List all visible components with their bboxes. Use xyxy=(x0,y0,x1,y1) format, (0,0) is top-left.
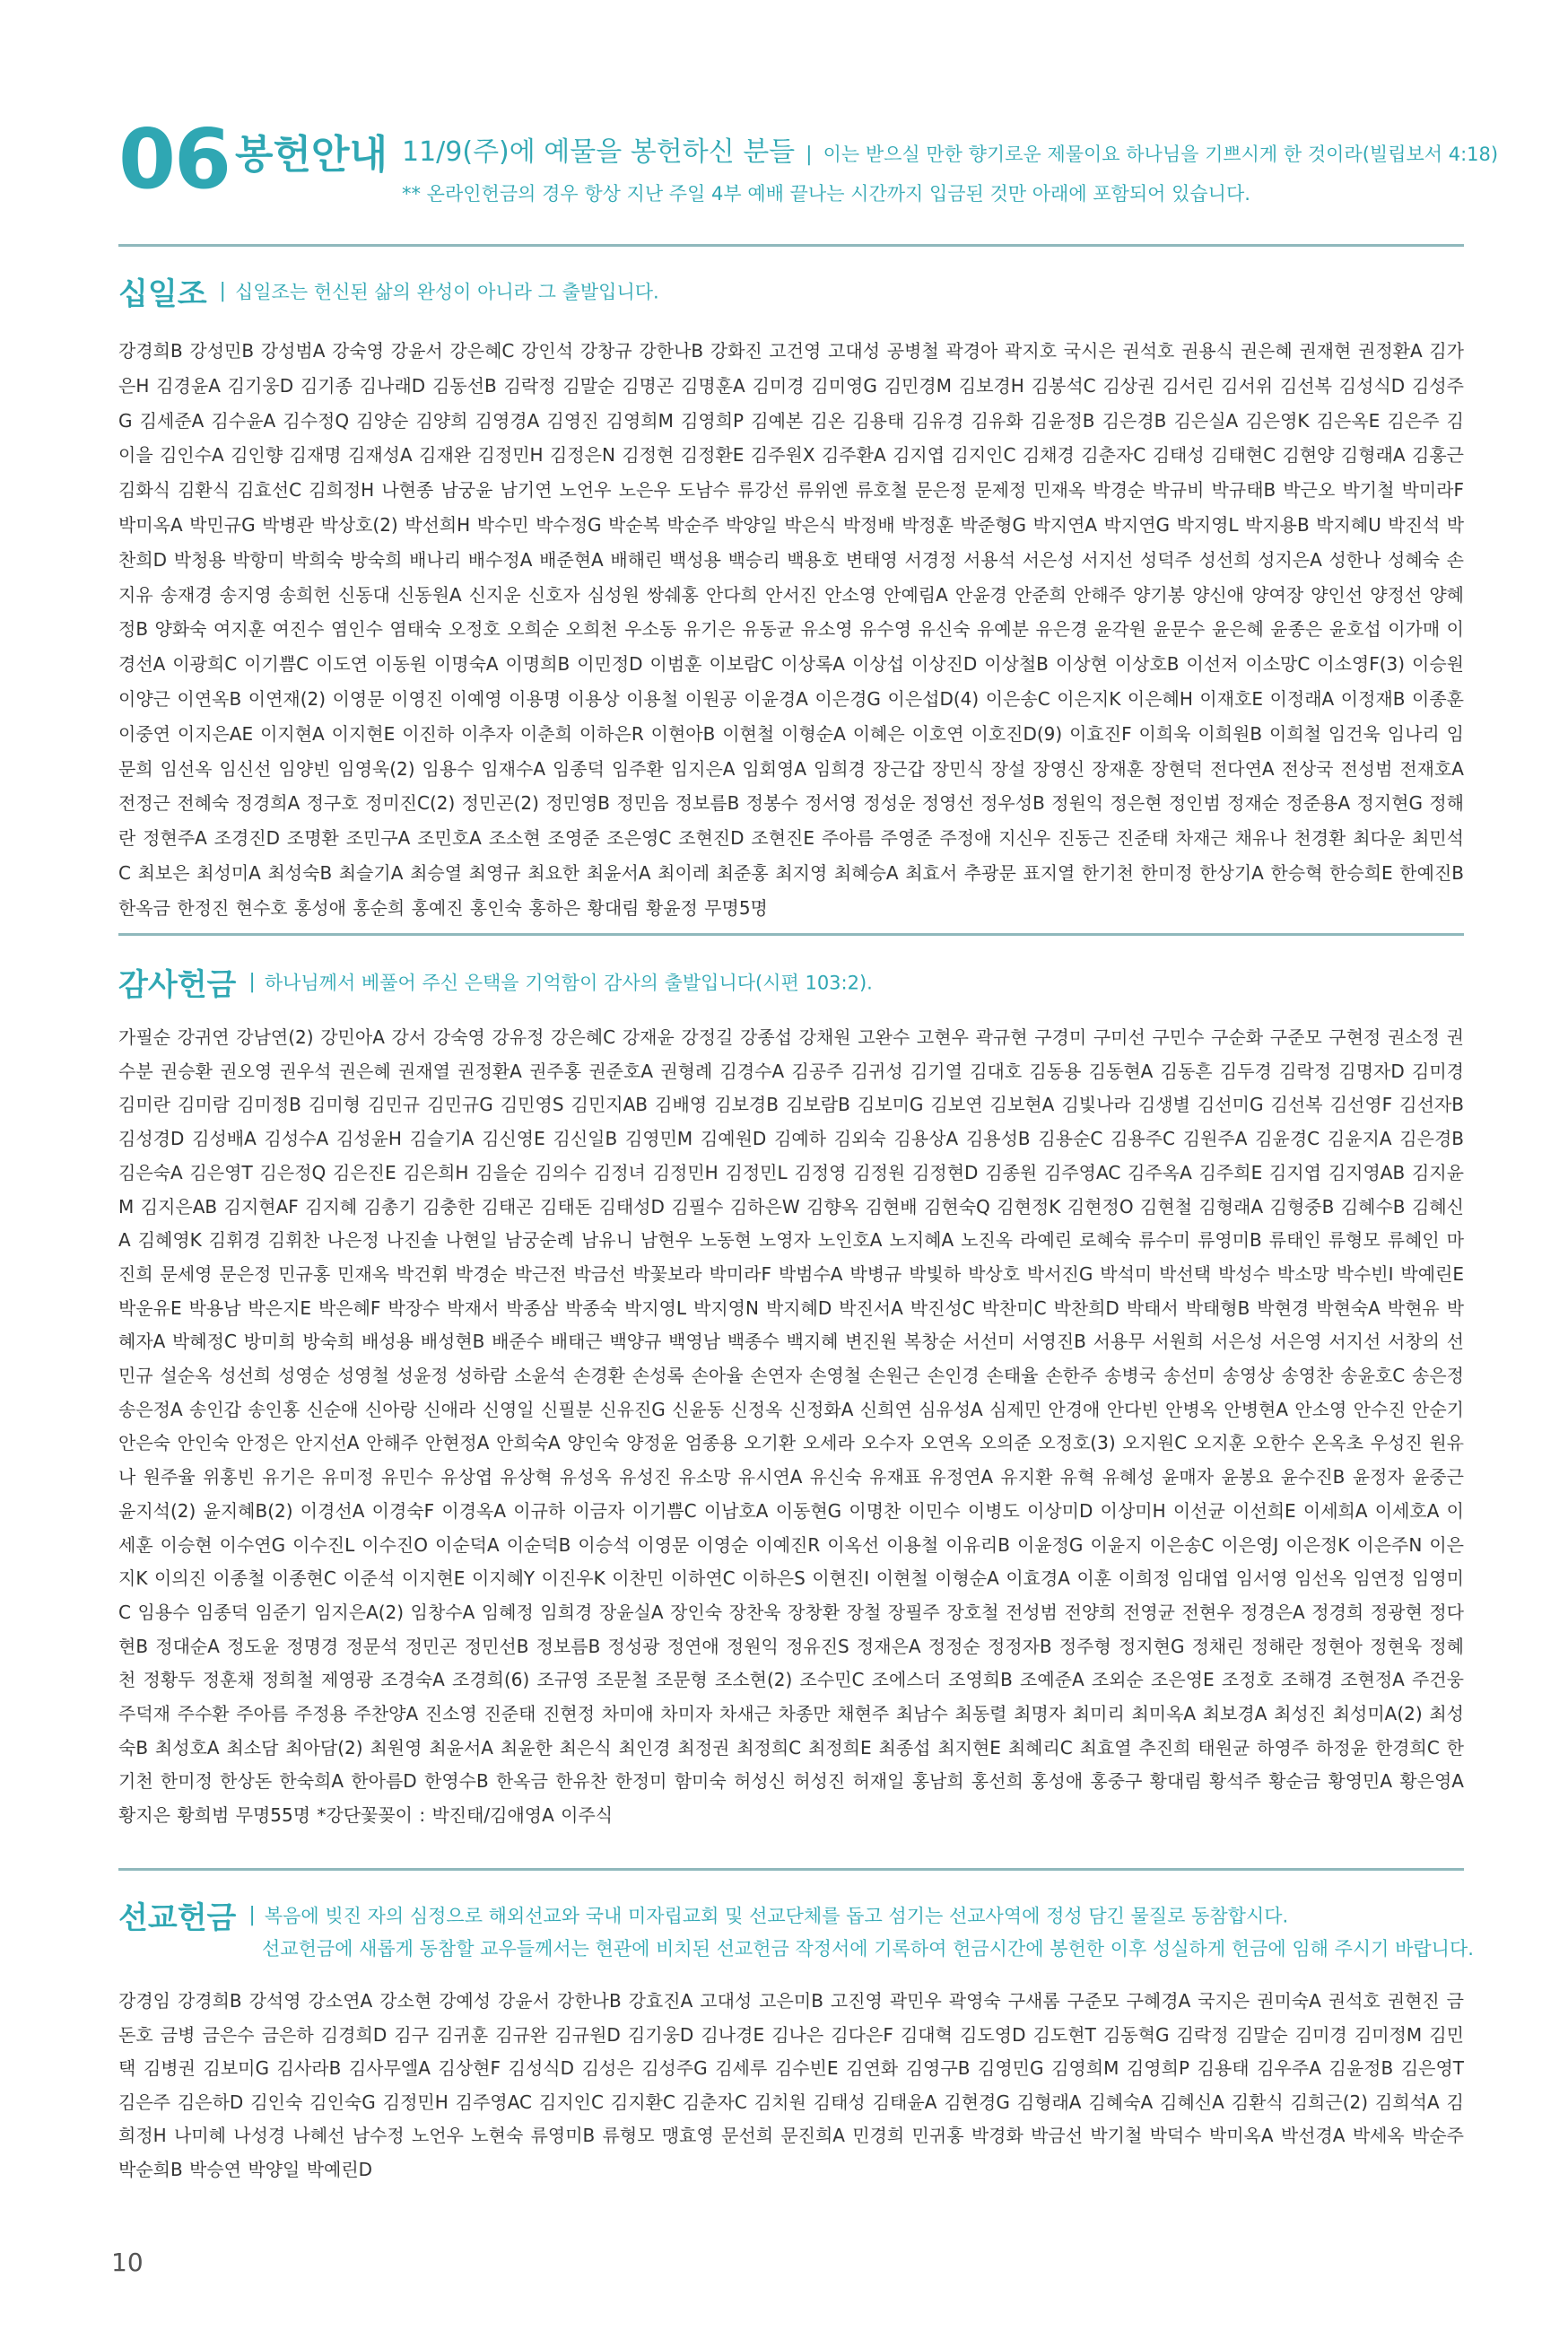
tithe-separator: | xyxy=(219,280,226,302)
page-header xyxy=(118,111,1499,214)
divider xyxy=(118,1868,1464,1871)
thanks-title: 감사헌금 xyxy=(118,967,237,1003)
tithe-heading xyxy=(118,269,1464,313)
tithe-title: 십일조 xyxy=(118,276,207,312)
header-title-line xyxy=(402,135,1498,173)
thanks-separator: | xyxy=(248,971,256,993)
tithe-subtitle: 십일조는 헌신된 삶의 완성이 아니라 그 출발입니다. xyxy=(234,281,659,303)
mission-separator: | xyxy=(248,1904,256,1926)
thanks-subtitle: 하나님께서 베풀어 주신 은택을 기억함이 감사의 출발입니다(시편 103:2). xyxy=(264,972,873,994)
header-separator: | xyxy=(806,144,813,166)
mission-heading xyxy=(118,1893,1474,1965)
thanks-heading xyxy=(118,960,1464,1004)
section-number: 06 xyxy=(118,111,231,207)
thanks-names: 가필순 강귀연 강남연(2) 강민아A 강서 강숙영 강유정 강은혜C 강재윤 강정길 강종섭 강채원 고완수 고현우 곽규현 구경미 구미선 구민수 구순화 구준모 구현정 권소정 권수분 권승환 권오영 권우석 권은혜 권재열 권정환A 권주홍 권준호A 권형례 김경수A 김공주 김귀성 김기열 김대호 김동용 김동현A 김동흔 김두경 김락정 김명자D 김미경 김미란 김미람 김미정B 김미형 김민규 김민규G 김민영S 김민지AB 김배영 김보경B 김보람B 김보미G 김보연 김보현A 김빛나라 김생별 김선미G 김선복 김선영F 김선자B 김성경D 김성배A 김성수A 김성윤H 김슬기A 김신영E 김신일B 김영민M 김예원D 김예하 김외숙 김용상A 김용성B 김용순C 김용주C 김원주A 김윤경C 김윤지A 김은경B 김은숙A 김은영T 김은정Q 김은진E 김은희H 김을순 김의수 김정녀 김정민H 김정민L 김정영 김정원 김정현D 김종원 김주영AC 김주옥A 김주희E 김지엽 김지영AB 김지윤M 김지은AB 김지현AF 김지혜 김총기 김충한 김태곤 김태돈 김태성D 김필수 김하은W 김향옥 김현배 김현숙Q 김현정K 김현정O 김현철 김형래A 김형중B 김혜수B 김혜신A 김혜영K 김휘경 김휘찬 나은정 나진솔 나현일 남궁순례 남유니 남현우 노동현 노영자 노인호A 노지혜A 노진옥 라예린 로혜숙 류수미 류영미B 류태인 류형모 류혜인 마진희 문세영 문은정 민규홍 민재옥 박건휘 박경순 박근전 박금선 박꽃보라 박미라F 박범수A 박병규 박빛하 박상호 박서진G 박석미 박선택 박성수 박소망 박수빈I 박예린E 박운유E 박용남 박은지E 박은혜F 박장수 박재서 박종삼 박종숙 박지영L 박지영N 박지혜D 박진서A 박진성C 박찬미C 박찬희D 박태서 박태형B 박현경 박현숙A 박현유 박혜자A 박혜정C 방미희 방숙희 배성용 배성현B 배준수 배태근 백양규 백영남 백종수 백지혜 변진원 복창순 서선미 서영진B 서용무 서원희 서은성 서은영 서지선 서창의 선민규 설순옥 성선희 성영순 성영철 성윤정 성하람 소윤석 손경환 손성록 손아율 손연자 손영철 손원근 손인경 손태율 손한주 송병국 송선미 송영상 송영찬 송윤호C 송은정 송은정A 송인갑 송인홍 신순애 신아랑 신애라 신영일 신필분 신유진G 신윤동 신정옥 신정화A 신희연 심유성A 심제민 안경애 안다빈 안병옥 안병현A 안소영 안수진 안순기 안은숙 안인숙 안정은 안지선A 안해주 안현정A 안희숙A 양인숙 양정윤 엄종용 오기환 오세라 오수자 오연옥 오의준 오정호(3) 오지원C 오지훈 오한수 온옥초 우성진 원유나 원주율 위홍빈 유기은 유미정 유민수 유상엽 유상혁 유성옥 유성진 유소망 유시연A 유신숙 유재표 유정연A 유지환 유혁 유혜성 윤매자 윤봉요 윤수진B 윤정자 윤중근 윤지석(2) 윤지혜B(2) 이경선A 이경숙F 이경옥A 이규하 이금자 이기쁨C 이남호A 이동현G 이명찬 이민수 이병도 이상미D 이상미H 이선균 이선희E 이세희A 이세호A 이세훈 이승현 이수연G 이수진L 이수진O 이순덕A 이순덕B 이승석 이영문 이영순 이예진R 이옥선 이용철 이유리B 이윤정G 이윤지 이은송C 이은영J 이은정K 이은주N 이은지K 이의진 이종철 이종현C 이준석 이지현E 이지혜Y 이진우K 이찬민 이하연C 이하은S 이현진I 이현철 이형순A 이효경A 이훈 이희정 임대엽 임서영 임선옥 임연정 임영미C 임용수 임종덕 임준기 임지은A(2) 임창수A 임혜정 임희경 장윤실A 장인숙 장찬욱 장창환 장철 장필주 장호철 전성범 전양희 전영균 전현우 정경은A 정경희 정광현 정다현B 정대순A 정도윤 정명경 정문석 정민곤 정민선B 정보름B 정성광 정연애 정원익 정유진S 정재은A 정정순 정정자B 정주형 정지현G 정채린 정해란 정현아 정현욱 정혜천 정황두 정훈채 정희철 제영광 조경숙A 조경희(6) 조규영 조문철 조문형 조소현(2) 조수민C 조에스더 조영희B 조예준A 조외순 조은영E 조정호 조해경 조현정A 주건웅 주덕재 주수환 주아름 주정용 주찬양A 진소영 진준태 진현정 차미애 차미자 차새근 차종만 채현주 최남수 최동렬 최명자 최미리 최미옥A 최보경A 최성진 최성미A(2) 최성숙B 최성호A 최소담 최아담(2) 최원영 최윤서A 최윤한 최은식 최인경 최정권 최정희C 최정희E 최종섭 최지현E 최혜리C 최효열 추진희 태원균 하영주 하정윤 한경희C 한기천 한미정 한상돈 한숙희A 한아름D 한영수B 한옥금 한유찬 한정미 함미숙 허성신 허성진 허재일 홍남희 홍선희 홍성애 홍중구 황대림 황석주 황순금 황영민A 황은영A 황지은 황희범 무명55명 *강단꽃꽂이 : 박진태/김애영A 이주식 xyxy=(118,1026,1464,1827)
mission-title: 선교헌금 xyxy=(118,1900,237,1936)
section-name: 봉헌안내 xyxy=(235,132,388,178)
header-note: ** 온라인헌금의 경우 항상 지난 주일 4부 예배 끝나는 시간까지 입금된 것만 아래에 포함되어 있습니다. xyxy=(402,183,1250,205)
tithe-names: 강경희B 강성민B 강성범A 강숙영 강윤서 강은혜C 강인석 강창규 강한나B 강화진 고건영 고대성 공병철 곽경아 곽지호 국시은 권석호 권용식 권은혜 권재현 권정환A 김가은H 김경윤A 김기웅D 김기종 김나래D 김동선B 김락정 김말순 김명곤 김명훈A 김미경 김미영G 김민경M 김보경H 김봉석C 김상권 김서린 김서위 김선복 김성식D 김성주G 김세준A 김수윤A 김수정Q 김양순 김양희 김영경A 김영진 김영희M 김영희P 김예본 김온 김용태 김유경 김유화 김윤정B 김은경B 김은실A 김은영K 김은옥E 김은주 김이을 김인수A 김인향 김재명 김재성A 김재완 김정민H 김정은N 김정현 김정환E 김주원X 김주환A 김지엽 김지인C 김채경 김춘자C 김태성 김태현C 김현양 김형래A 김홍근 김화식 김환식 김효선C 김희정H 나현종 남궁윤 남기연 노언우 노은우 도남수 류강선 류위엔 류호철 문은정 문제정 민재옥 박경순 박규비 박규태B 박근오 박기철 박미라F 박미옥A 박민규G 박병관 박상호(2) 박선희H 박수민 박수정G 박순복 박순주 박양일 박은식 박정배 박정훈 박준형G 박지연A 박지연G 박지영L 박지용B 박지혜U 박진석 박찬희D 박청용 박항미 박희숙 방숙희 배나리 배수정A 배준현A 배해린 백성용 백승리 백용호 변태영 서경정 서용석 서은성 서지선 성덕주 성선희 성지은A 성한나 성혜숙 손지유 송재경 송지영 송희헌 신동대 신동원A 신지운 신호자 심성원 쌍쉐홍 안다희 안서진 안소영 안예림A 안윤경 안준희 안해주 양기봉 양신애 양여장 양인선 양정선 양혜정B 양화숙 여지훈 여진수 염인수 염태숙 오정호 오희순 오희천 우소동 유기은 유동균 유소영 유수영 유신숙 유예분 유은경 윤각원 윤문수 윤은혜 윤종은 윤호섭 이가매 이경선A 이광희C 이기쁨C 이도연 이동원 이명숙A 이명희B 이민정D 이범훈 이보람C 이상록A 이상섭 이상진D 이상철B 이상현 이상호B 이선저 이소망C 이소영F(3) 이승원 이양근 이연옥B 이연재(2) 이영문 이영진 이예영 이용명 이용상 이용철 이원공 이윤경A 이은경G 이은섭D(4) 이은송C 이은지K 이은혜H 이재호E 이정래A 이정재B 이종훈 이중연 이지은AE 이지현A 이지현E 이진하 이추자 이춘희 이하은R 이현아B 이현철 이형순A 이혜은 이호연 이호진D(9) 이효진F 이희욱 이희원B 이희철 임건욱 임나리 임문희 임선옥 임신선 임양빈 임영욱(2) 임용수 임재수A 임종덕 임주환 임지은A 임회영A 임희경 장근갑 장민식 장설 장영신 장재훈 장현덕 전다연A 전상국 전성범 전재호A 전정근 전혜숙 정경희A 정구호 정미진C(2) 정민곤(2) 정민영B 정민음 정보름B 정봉수 정서영 정성운 정영선 정우성B 정원익 정은현 정인범 정재순 정준용A 정지현G 정해란 정현주A 조경진D 조명환 조민구A 조민호A 조소현 조영준 조은영C 조현진D 조현진E 주아름 주영준 주정애 지신우 진동근 진준태 차재근 채유나 천경환 최다운 최민석C 최보은 최성미A 최성숙B 최슬기A 최승열 최영규 최요한 최윤서A 최이레 최준홍 최지영 최혜승A 최효서 추광문 표지열 한기천 한미정 한상기A 한승혁 한승희E 한예진B 한옥금 한정진 현수호 홍성애 홍순희 홍예진 홍인숙 홍하은 황대림 황윤정 무명5명 xyxy=(118,340,1464,919)
header-title: 11/9(주)에 예물을 봉헌하신 분들 xyxy=(402,136,796,168)
mission-subtitle-2: 선교헌금에 새롭게 동참할 교우들께서는 현관에 비치된 선교헌금 작정서에 기록하여 헌금시간에 봉헌한 이후 성실하게 헌금에 임해 주시기 바랍니다. xyxy=(262,1938,1474,1960)
divider xyxy=(118,244,1464,247)
page-number: 10 xyxy=(111,2248,144,2277)
mission-names: 강경임 강경희B 강석영 강소연A 강소현 강예성 강윤서 강한나B 강효진A 고대성 고은미B 고진영 곽민우 곽영숙 구새롬 구준모 구혜경A 국지은 권미숙A 권석호 권현진 금돈호 금병 금은수 금은하 김경희D 김구 김귀훈 김규완 김규원D 김기웅D 김나경E 김나은 김다은F 김대혁 김도영D 김도현T 김동혁G 김락정 김말순 김미경 김미정M 김민택 김병권 김보미G 김사라B 김사무엘A 김상현F 김성식D 김성은 김성주G 김세루 김수빈E 김연화 김영구B 김영민G 김영희M 김영희P 김용태 김우주A 김윤정B 김은영T 김은주 김은하D 김인숙 김인숙G 김정민H 김주영AC 김지인C 김지환C 김춘자C 김치원 김태성 김태윤A 김현경G 김형래A 김혜숙A 김혜신A 김환식 김희근(2) 김희석A 김희정H 나미혜 나성경 나혜선 남수정 노언우 노현숙 류영미B 류형모 맹효영 문선희 문진희A 민경희 민귀홍 박경화 박금선 박기철 박덕수 박미옥A 박선경A 박세옥 박순주 박순희B 박승연 박양일 박예린D xyxy=(118,1990,1464,2180)
mission-subtitle: 복음에 빚진 자의 심정으로 해외선교와 국내 미자립교회 및 선교단체를 돕고 섬기는 선교사역에 정성 담긴 물질로 동참합시다. xyxy=(264,1905,1289,1927)
header-verse: 이는 받으실 만한 향기로운 제물이요 하나님을 기쁘시게 한 것이라(빌립보서 4:18) xyxy=(823,144,1499,165)
divider xyxy=(118,933,1464,936)
